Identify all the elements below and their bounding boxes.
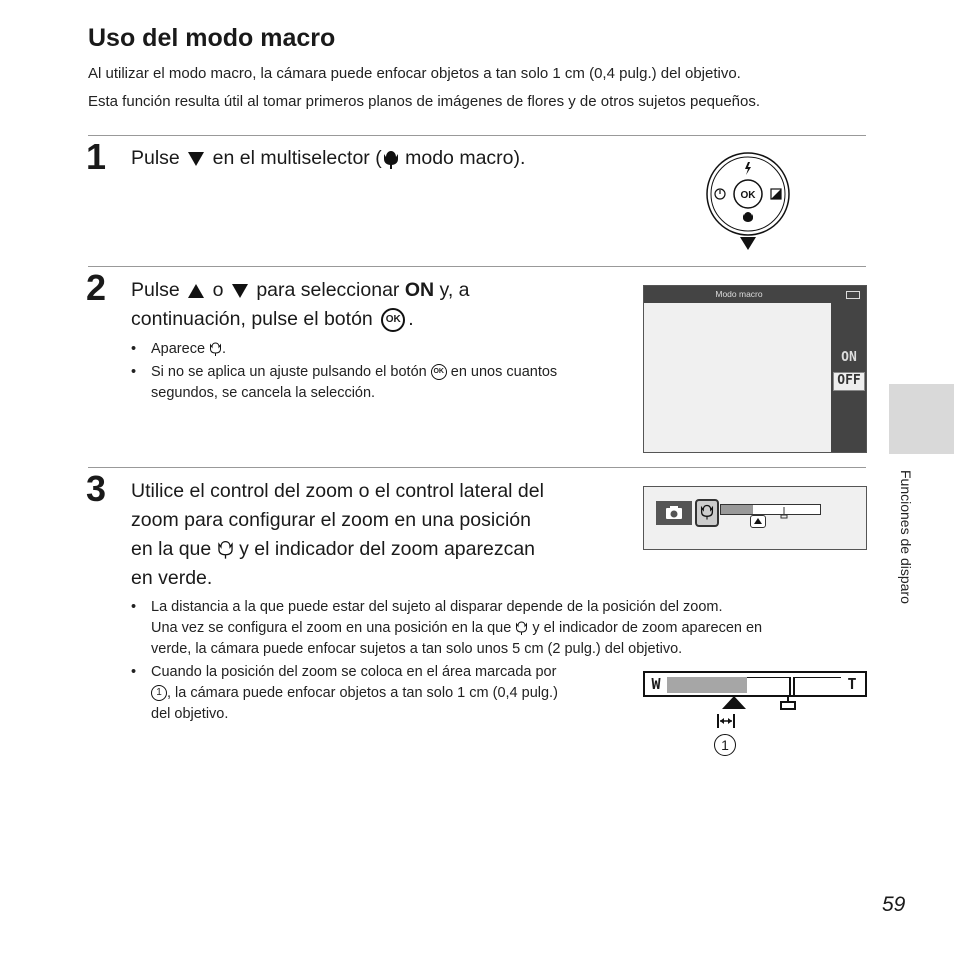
step-2-bullet-2c: segundos, se cancela la selección. [151,385,376,401]
step-2-pre: Pulse [131,279,180,301]
up-arrow-icon [188,284,204,298]
step-3-number: 3 [86,468,107,509]
page-title: Uso del modo macro [88,24,336,52]
step-2-instruction [131,276,470,334]
camera-mode-box [656,501,692,525]
step-2-number: 2 [86,267,107,308]
multiselector-ok-label: OK [740,190,756,201]
range-arrow-icon [716,713,736,729]
intro-line-1: Al utilizar el modo macro, la cámara puede enfocar objetos a tan solo 1 cm (0,4 pulg.) del objetivo. [88,65,741,82]
menu-option-on[interactable]: ON [841,350,857,365]
step-3-bullet-2-line-3: del objetivo. [151,706,229,722]
screen-header-title: Modo macro [715,289,763,299]
step-1-mid: en el multiselector ( [212,147,382,169]
step-1-number: 1 [86,136,107,177]
bullet: • [131,364,137,380]
bullet: • [131,599,137,615]
step-3-bullet-1-line-1: La distancia a la que puede estar del sujeto al disparar depende de la posición del zoom. [151,599,723,615]
section-tab [889,384,954,454]
bullet: • [131,341,137,357]
step-1-post: modo macro). [405,147,526,169]
step-3-line-2: zoom para configurar el zoom en una posición [131,509,531,531]
step-1-pre: Pulse [131,147,180,169]
zoom-track-line [747,677,789,678]
multiselector-diagram [704,152,792,252]
step-2-line2: continuación, pulse el botón [131,308,373,330]
macro-indicator [695,499,719,527]
down-arrow-icon [188,152,204,166]
macro-outline-icon [515,621,528,635]
camera-screen-zoom [643,486,867,550]
macro-outline-icon [700,504,714,520]
battery-icon [846,291,860,299]
screen-side-panel [831,303,866,452]
step-3-line-1: Utilice el control del zoom o el control lateral del [131,480,544,502]
step-3-line-3b: y el indicador del zoom aparezcan [239,538,536,560]
divider [88,266,866,267]
section-label: Funciones de disparo [898,470,914,604]
callout-1-icon: 1 [151,685,167,701]
step-3-bullet-1-line-2b: y el indicador de zoom aparecen en [532,620,763,636]
step-3-instruction [131,477,544,593]
zoom-stop-icon [779,696,797,710]
macro-outline-icon [217,540,234,559]
zoom-wide-label: W [651,675,661,693]
step-3-line-3a: en la que [131,538,212,560]
callout-1-marker: 1 [714,734,736,756]
zoom-tele-label: T [847,675,857,693]
down-arrow-icon [232,284,248,298]
ok-button-icon: OK [381,308,405,332]
divider [88,135,866,136]
divider [88,467,866,468]
zoom-bar-large [643,671,867,697]
step-2-bullet-1: Aparece [151,341,206,357]
zoom-stop-notch [789,677,795,695]
menu-option-off[interactable]: OFF [834,373,864,390]
zoom-position-triangle-icon [722,696,746,710]
bullet: • [131,664,137,680]
step-2-or: o [212,279,224,301]
macro-flower-icon [382,149,400,169]
step-3-bullet-2-line-1: Cuando la posición del zoom se coloca en el área marcada por [151,664,557,680]
intro-line-2: Esta función resulta útil al tomar primeros planos de imágenes de flores y de otros sujetos pequeños. [88,93,761,110]
zoom-track-line [795,677,841,678]
step-3-bullet-1-line-3: verde, la cámara puede enfocar sujetos a tan solo unos 5 cm (2 pulg.) del objetivo. [151,641,683,657]
step-2-on: ON [404,279,435,301]
step-2-bullet-1-end: . [222,341,227,357]
page-number: 59 [882,893,906,916]
step-2-mid: para seleccionar [256,279,400,301]
step-3-line-4: en verde. [131,567,213,589]
step-2-bullet-2a: Si no se aplica un ajuste pulsando el botón [151,364,427,380]
zoom-bar-fill [721,505,753,514]
down-arrow-icon [740,237,756,250]
camera-screen-macro [643,285,867,453]
step-3-bullet-1-line-2a: Una vez se configura el zoom en una posición en la que [151,620,512,636]
zoom-position-marker [750,515,766,528]
zoom-bar-large-fill [667,677,747,693]
zoom-bar-small [720,504,821,515]
step-2-end: . [408,308,414,330]
step-1-instruction [131,144,525,173]
ok-button-icon: OK [431,364,447,380]
screen-header [644,286,866,303]
camera-icon [665,505,683,520]
step-2-bullet-2b: en unos cuantos [450,364,558,380]
macro-outline-icon [209,342,222,356]
step-3-bullet-2-line-2: , la cámara puede enfocar objetos a tan solo 1 cm (0,4 pulg.) [167,685,558,701]
zoom-stop-icon [780,507,788,519]
step-2-mid2: y, a [439,279,470,301]
